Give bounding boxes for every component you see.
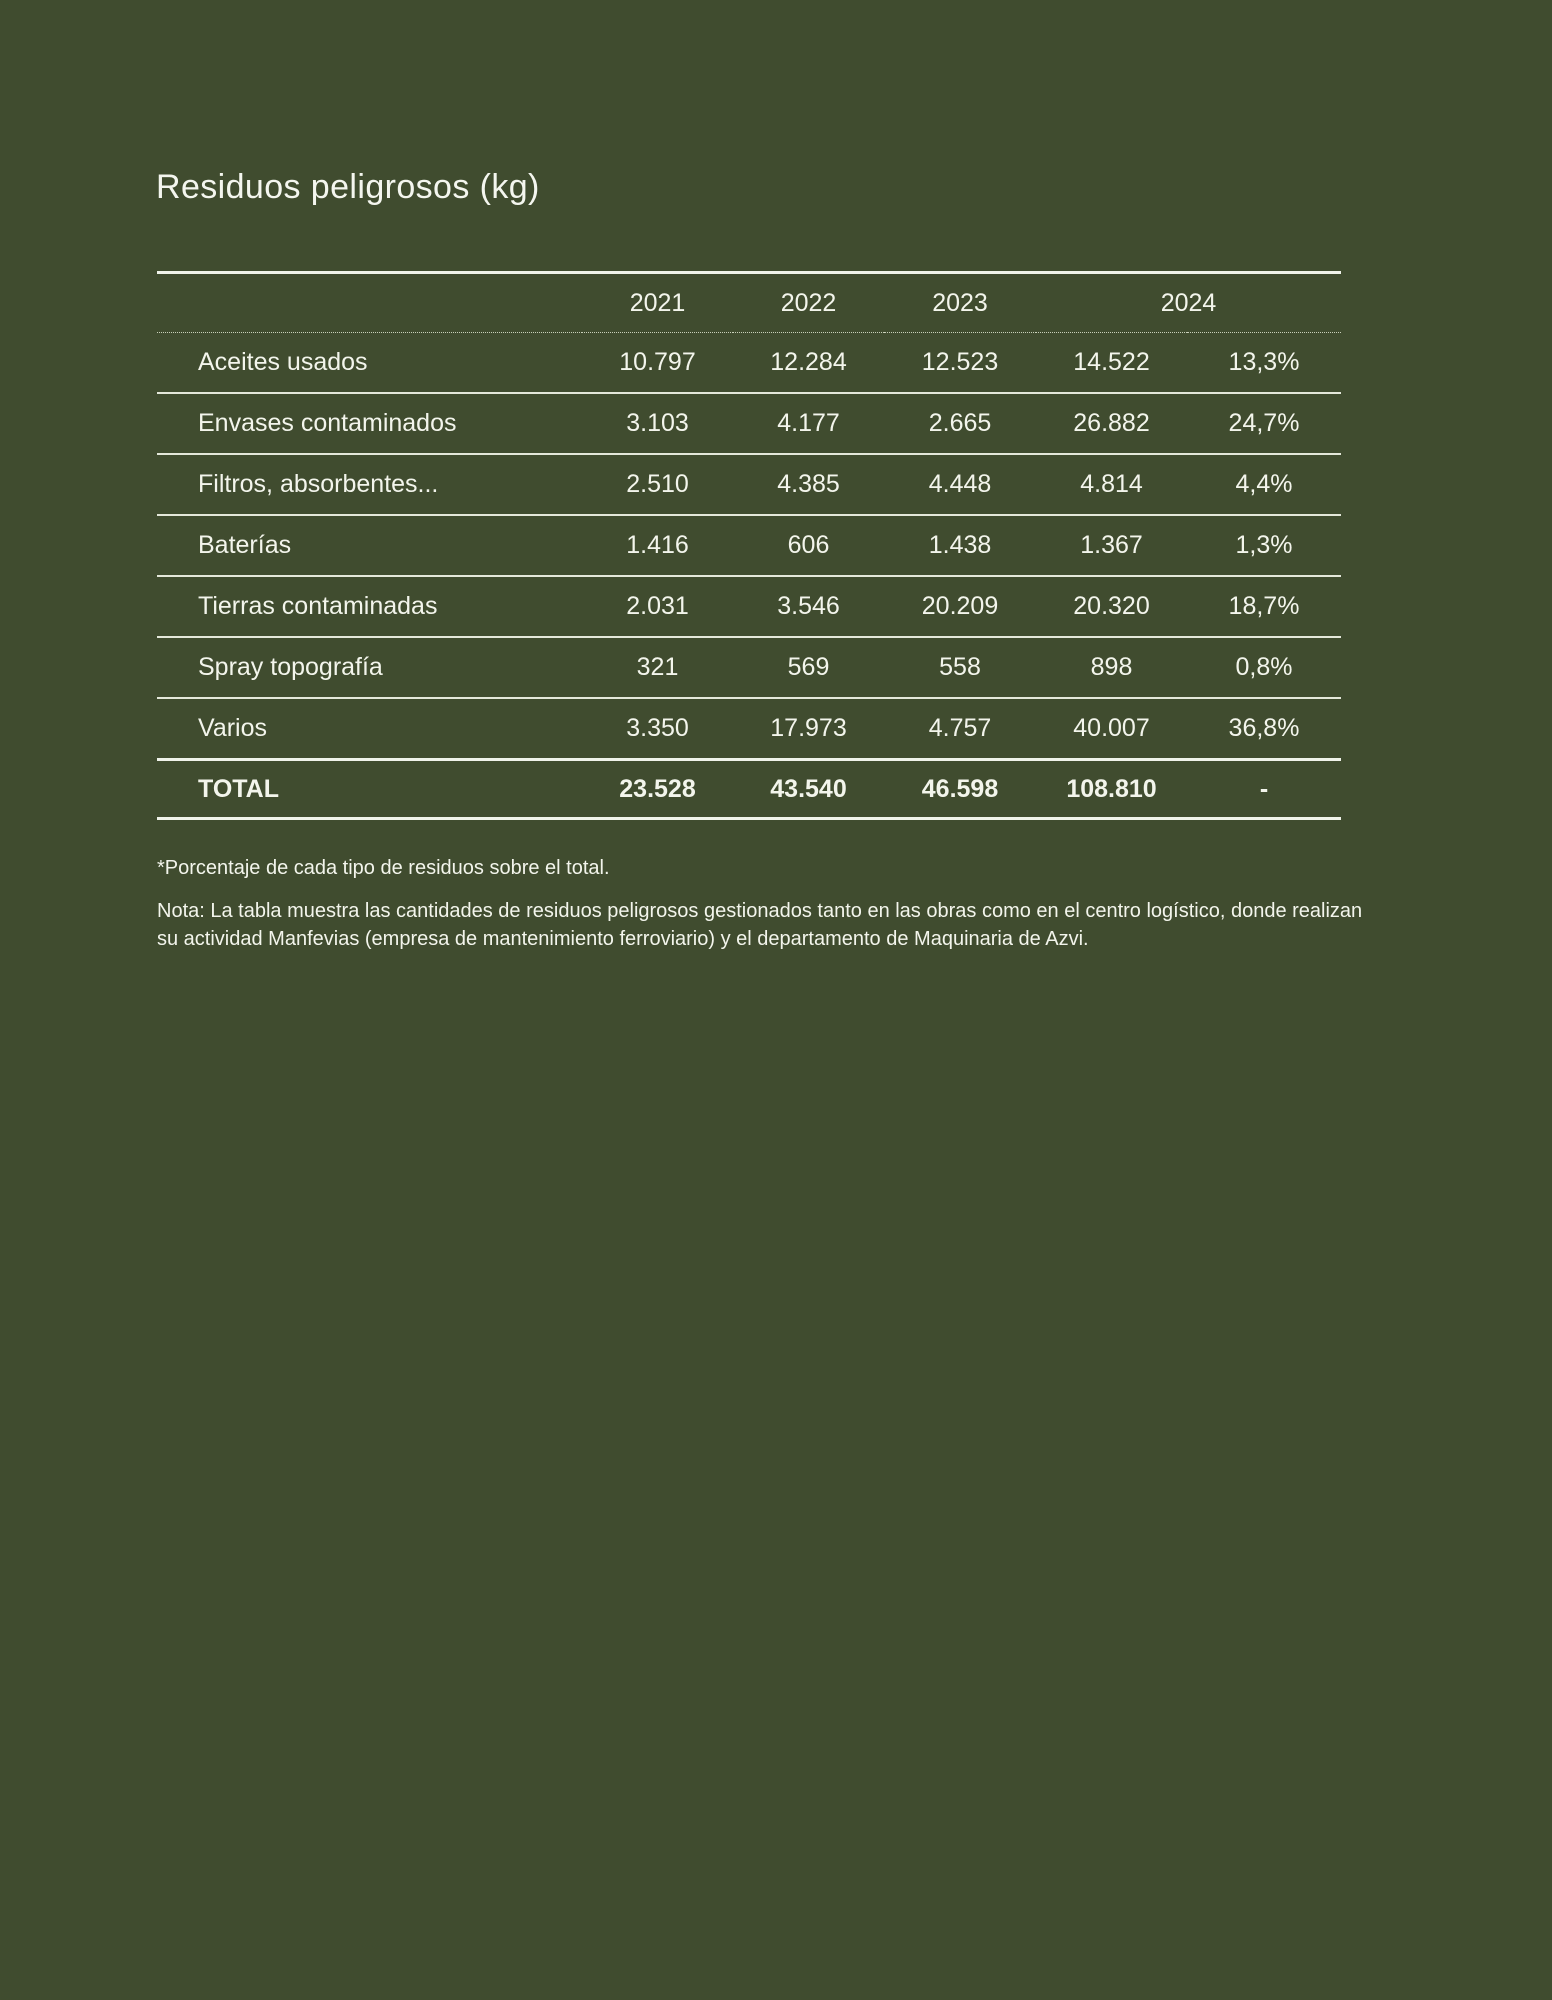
cell-2021: 2.031 xyxy=(582,576,733,637)
row-label: Filtros, absorbentes... xyxy=(157,454,582,515)
cell-percent: 4,4% xyxy=(1187,454,1341,515)
cell-2024: 4.814 xyxy=(1036,454,1187,515)
table-row xyxy=(157,515,1341,576)
cell-percent: 13,3% xyxy=(1187,333,1341,394)
cell-2024: 40.007 xyxy=(1036,698,1187,760)
cell-2021: 10.797 xyxy=(582,333,733,394)
cell-percent: 0,8% xyxy=(1187,637,1341,698)
page-title: Residuos peligrosos (kg) xyxy=(156,168,540,206)
cell-2024: 1.367 xyxy=(1036,515,1187,576)
cell-2022: 4.385 xyxy=(733,454,884,515)
header-empty-cell xyxy=(157,273,582,333)
cell-2023: 12.523 xyxy=(884,333,1036,394)
cell-2021: 2.510 xyxy=(582,454,733,515)
cell-2023: 20.209 xyxy=(884,576,1036,637)
cell-2024: 14.522 xyxy=(1036,333,1187,394)
cell-2024: 898 xyxy=(1036,637,1187,698)
table-row xyxy=(157,698,1341,760)
cell-percent: 24,7% xyxy=(1187,393,1341,454)
cell-2022: 17.973 xyxy=(733,698,884,760)
cell-2024: 20.320 xyxy=(1036,576,1187,637)
row-label: Aceites usados xyxy=(157,333,582,394)
residuos-table-container xyxy=(157,271,1341,820)
row-label: Spray topografía xyxy=(157,637,582,698)
header-year-2021: 2021 xyxy=(582,273,733,333)
cell-2023: 4.448 xyxy=(884,454,1036,515)
nota-line-2: su actividad Manfevias (empresa de mantenimiento ferroviario) y el departamento de Maquinaria de Azvi. xyxy=(157,928,1089,950)
header-year-2022: 2022 xyxy=(733,273,884,333)
row-label: Tierras contaminadas xyxy=(157,576,582,637)
table-row xyxy=(157,637,1341,698)
cell-2023: 1.438 xyxy=(884,515,1036,576)
percent-footnote: *Porcentaje de cada tipo de residuos sobre el total. xyxy=(157,857,610,879)
cell-2023: 4.757 xyxy=(884,698,1036,760)
row-label: Envases contaminados xyxy=(157,393,582,454)
cell-2022: 12.284 xyxy=(733,333,884,394)
cell-2021: 3.350 xyxy=(582,698,733,760)
cell-2021: 1.416 xyxy=(582,515,733,576)
table-row xyxy=(157,333,1341,394)
total-percent: - xyxy=(1187,760,1341,819)
nota-text xyxy=(157,897,1362,953)
table-row xyxy=(157,576,1341,637)
total-2021: 23.528 xyxy=(582,760,733,819)
header-year-2024: 2024 xyxy=(1036,273,1341,333)
cell-percent: 36,8% xyxy=(1187,698,1341,760)
nota-line-1: Nota: La tabla muestra las cantidades de residuos peligrosos gestionados tanto en las obras como en el centro logístico, donde realizan xyxy=(157,900,1363,922)
table-row xyxy=(157,393,1341,454)
total-2022: 43.540 xyxy=(733,760,884,819)
residuos-table xyxy=(157,271,1341,820)
cell-2021: 321 xyxy=(582,637,733,698)
table-header-row xyxy=(157,273,1341,333)
cell-2024: 26.882 xyxy=(1036,393,1187,454)
cell-2022: 606 xyxy=(733,515,884,576)
table-body xyxy=(157,333,1341,760)
total-label: TOTAL xyxy=(157,760,582,819)
header-year-2023: 2023 xyxy=(884,273,1036,333)
cell-2022: 569 xyxy=(733,637,884,698)
cell-2023: 2.665 xyxy=(884,393,1036,454)
cell-percent: 1,3% xyxy=(1187,515,1341,576)
cell-percent: 18,7% xyxy=(1187,576,1341,637)
row-label: Baterías xyxy=(157,515,582,576)
row-label: Varios xyxy=(157,698,582,760)
cell-2023: 558 xyxy=(884,637,1036,698)
cell-2021: 3.103 xyxy=(582,393,733,454)
total-2023: 46.598 xyxy=(884,760,1036,819)
cell-2022: 4.177 xyxy=(733,393,884,454)
table-row xyxy=(157,454,1341,515)
total-row xyxy=(157,760,1341,819)
cell-2022: 3.546 xyxy=(733,576,884,637)
total-2024: 108.810 xyxy=(1036,760,1187,819)
